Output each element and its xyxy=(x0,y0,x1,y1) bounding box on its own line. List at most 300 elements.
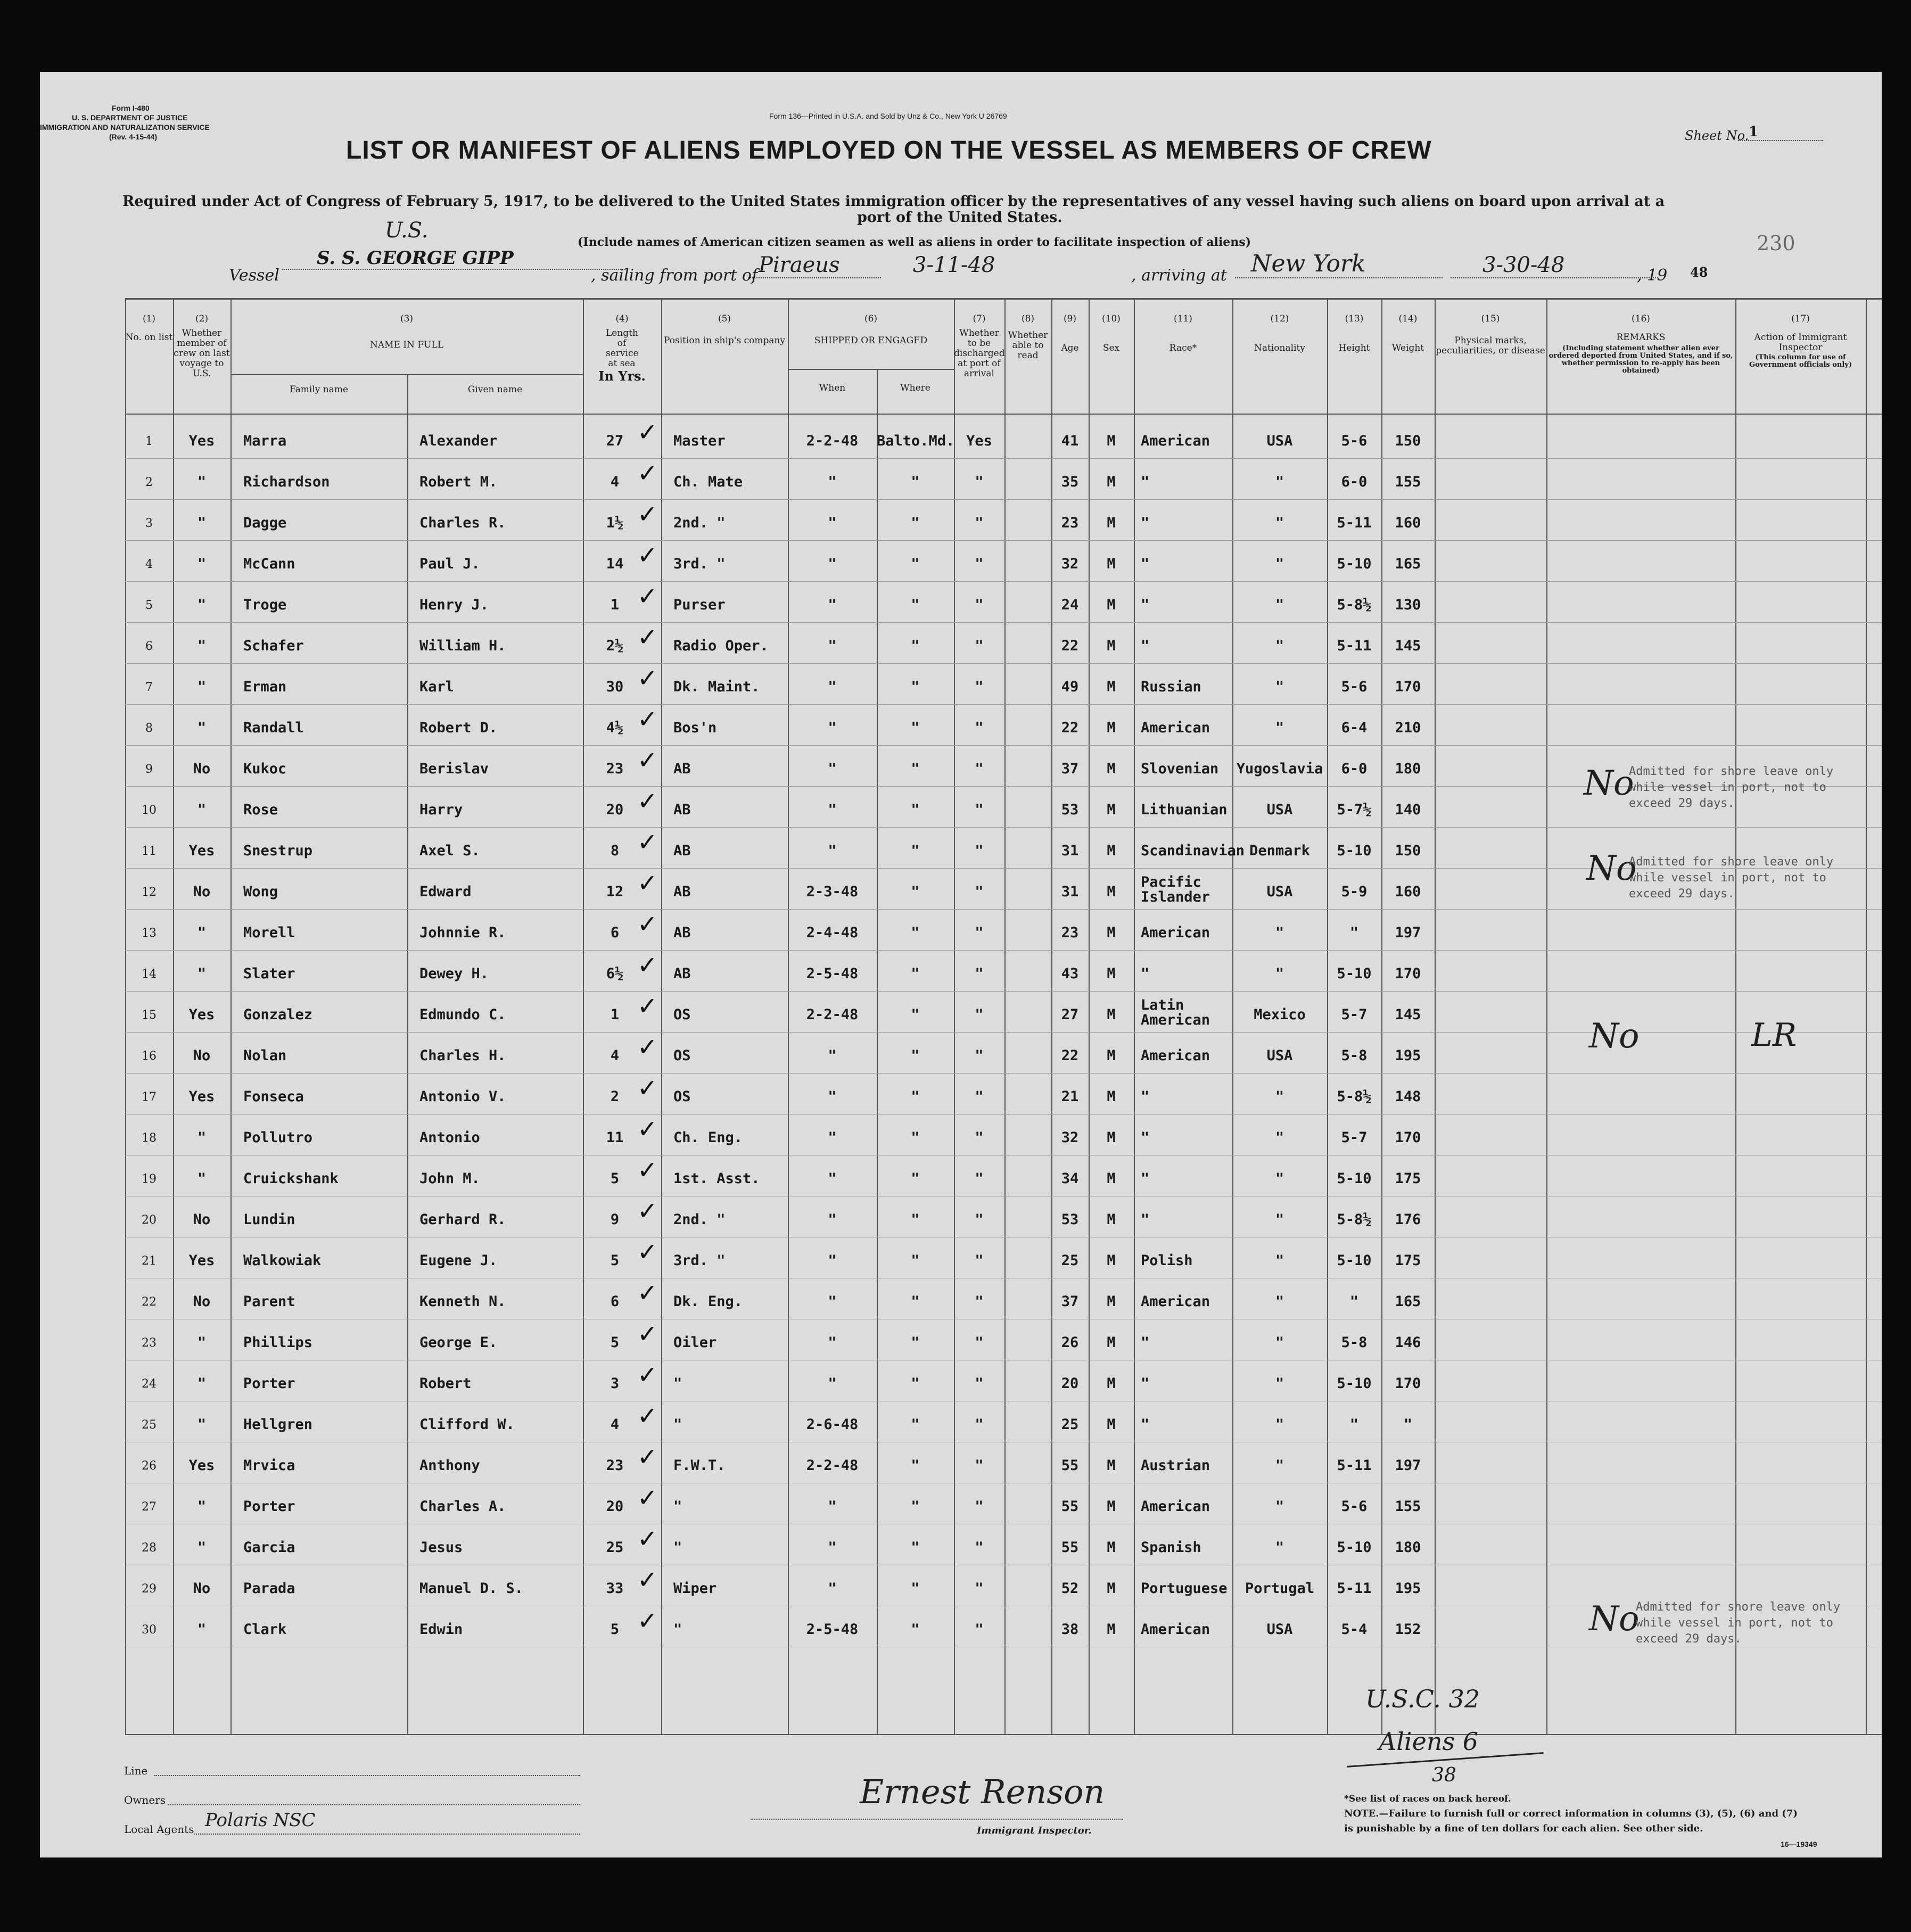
cell-when: " xyxy=(828,1129,837,1146)
cell-height: 5-8 xyxy=(1341,1334,1368,1351)
cell-no: 7 xyxy=(145,681,153,694)
cell-where: " xyxy=(911,1621,920,1638)
checkmark-icon: ✓ xyxy=(637,459,658,488)
cell-when: " xyxy=(828,556,837,572)
cell-no: 15 xyxy=(142,1009,156,1022)
cell-last-voyage: " xyxy=(197,924,207,941)
cell-service: 3 xyxy=(610,1375,620,1392)
col12-label: Nationality xyxy=(1254,343,1305,353)
cell-last-voyage: No xyxy=(193,1293,211,1310)
col16-num: (16) xyxy=(1632,313,1650,324)
cell-no: 16 xyxy=(142,1050,156,1063)
cell-family-name: Garcia xyxy=(243,1539,295,1556)
cell-when: " xyxy=(828,802,837,818)
table-row xyxy=(40,1196,1882,1237)
cell-given-name: Anthony xyxy=(419,1457,480,1474)
cell-service: 4½ xyxy=(606,720,624,736)
col6a-header: When xyxy=(819,383,846,393)
cell-family-name: Parada xyxy=(243,1580,295,1597)
cell-position: 3rd. " xyxy=(673,556,726,572)
note-races: *See list of races on back hereof. xyxy=(1344,1794,1511,1804)
cell-sex: M xyxy=(1107,1539,1116,1556)
cell-last-voyage: No xyxy=(193,884,211,900)
cell-service: 1 xyxy=(610,1006,620,1023)
col4-unit: In Yrs. xyxy=(598,368,646,384)
cell-last-voyage: " xyxy=(197,556,207,572)
cell-given-name: Robert xyxy=(419,1375,472,1392)
cell-where: " xyxy=(911,1457,920,1474)
cell-position: Oiler xyxy=(673,1334,717,1351)
cell-nationality: " xyxy=(1275,1457,1284,1474)
cell-race: " xyxy=(1141,1416,1150,1433)
checkmark-icon: ✓ xyxy=(637,1319,658,1348)
note-line2: is punishable by a fine of ten dollars for each alien. See other side. xyxy=(1344,1823,1703,1834)
cell-discharged: " xyxy=(975,843,984,859)
cell-when: " xyxy=(828,1211,837,1228)
cell-family-name: Morell xyxy=(243,924,295,941)
checkmark-icon: ✓ xyxy=(637,664,658,692)
cell-height: 5-10 xyxy=(1337,1170,1372,1187)
col8-label: Whether able to read xyxy=(1008,330,1048,361)
cell-given-name: Robert D. xyxy=(419,720,498,736)
cell-position: Ch. Mate xyxy=(673,474,743,490)
remark-9-text: Admitted for shore leave only while vessel in port, not to exceed 29 days. xyxy=(1629,765,1834,810)
cell-family-name: Pollutro xyxy=(243,1129,313,1146)
agents-label: Local Agents xyxy=(124,1823,194,1836)
cell-service: 12 xyxy=(606,884,624,900)
cell-height: 5-7 xyxy=(1341,1006,1368,1023)
table-row xyxy=(40,541,1882,582)
cell-weight: 146 xyxy=(1395,1334,1421,1351)
cell-age: 32 xyxy=(1061,556,1079,572)
cell-last-voyage: " xyxy=(197,1334,207,1351)
cell-race: Pacific Islander xyxy=(1141,874,1210,905)
cell-last-voyage: " xyxy=(197,474,207,490)
cell-family-name: Cruickshank xyxy=(243,1170,339,1187)
cell-position: " xyxy=(673,1375,682,1392)
cell-last-voyage: " xyxy=(197,1170,207,1187)
cell-family-name: Clark xyxy=(243,1621,287,1638)
cell-height: 5-6 xyxy=(1341,679,1368,695)
remark-15-mark: No xyxy=(1589,1017,1640,1056)
cell-weight: 195 xyxy=(1395,1047,1421,1064)
cell-discharged: " xyxy=(975,802,984,818)
table-row xyxy=(40,623,1882,664)
col6-header xyxy=(788,314,954,346)
cell-discharged: " xyxy=(975,1211,984,1228)
cell-no: 26 xyxy=(142,1459,156,1473)
cell-last-voyage: Yes xyxy=(188,1457,215,1474)
cell-height: 5-8 xyxy=(1341,1047,1368,1064)
cell-last-voyage: " xyxy=(197,1498,207,1515)
arrival-date: 3-30-48 xyxy=(1451,253,1658,278)
cell-family-name: Hellgren xyxy=(243,1416,313,1433)
cell-position: 1st. Asst. xyxy=(673,1170,760,1187)
checkmark-icon: ✓ xyxy=(637,951,658,979)
cell-discharged: " xyxy=(975,556,984,572)
table-row xyxy=(40,418,1882,459)
tally-aliens: Aliens 6 xyxy=(1379,1727,1478,1756)
cell-race: " xyxy=(1141,1088,1150,1105)
cell-given-name: Charles R. xyxy=(419,515,506,531)
cell-sex: M xyxy=(1107,1580,1116,1597)
year-prefix: , 19 xyxy=(1637,266,1668,285)
cell-service: 4 xyxy=(610,1047,620,1064)
remark-9-mark: No xyxy=(1584,764,1634,803)
checkmark-icon: ✓ xyxy=(637,1237,658,1266)
cell-age: 53 xyxy=(1061,1211,1079,1228)
cell-nationality: Mexico xyxy=(1254,1006,1306,1023)
cell-when: " xyxy=(828,761,837,777)
cell-where: " xyxy=(911,802,920,818)
cell-height: 5-8½ xyxy=(1337,597,1372,613)
col5-header xyxy=(661,314,788,346)
col12-num: (12) xyxy=(1270,313,1289,324)
cell-when: " xyxy=(828,720,837,736)
cell-last-voyage: " xyxy=(197,1621,207,1638)
cell-age: 38 xyxy=(1061,1621,1079,1638)
cell-position: " xyxy=(673,1621,682,1638)
cell-age: 37 xyxy=(1061,1293,1079,1310)
cell-service: 6 xyxy=(610,1293,620,1310)
cell-weight: 170 xyxy=(1395,1375,1421,1392)
year-suffix: 48 xyxy=(1690,265,1708,280)
cell-family-name: Phillips xyxy=(243,1334,313,1351)
col13-header xyxy=(1327,314,1381,353)
cell-nationality: USA xyxy=(1266,1047,1293,1064)
cell-when: 2-2-48 xyxy=(806,1457,859,1474)
cell-when: " xyxy=(828,1047,837,1064)
cell-sex: M xyxy=(1107,761,1116,777)
cell-where: " xyxy=(911,1129,920,1146)
col13-num: (13) xyxy=(1345,313,1364,324)
cell-service: 5 xyxy=(610,1170,620,1187)
cell-no: 5 xyxy=(145,599,153,612)
cell-family-name: Porter xyxy=(243,1498,295,1515)
department: U. S. DEPARTMENT OF JUSTICE xyxy=(72,113,188,122)
cell-weight: 180 xyxy=(1395,1539,1421,1556)
cell-age: 23 xyxy=(1061,515,1079,531)
col6-label: SHIPPED OR ENGAGED xyxy=(814,335,928,346)
cell-when: 2-5-48 xyxy=(806,1621,859,1638)
checkmark-icon: ✓ xyxy=(637,1278,658,1307)
cell-no: 29 xyxy=(142,1582,156,1596)
cell-age: 22 xyxy=(1061,638,1079,654)
cell-sex: M xyxy=(1107,1293,1116,1310)
checkmark-icon: ✓ xyxy=(637,623,658,651)
sailing-port: Piraeus xyxy=(748,253,881,278)
cell-sex: M xyxy=(1107,515,1116,531)
cell-age: 34 xyxy=(1061,1170,1079,1187)
checkmark-icon: ✓ xyxy=(637,910,658,938)
cell-sex: M xyxy=(1107,1088,1116,1105)
cell-given-name: John M. xyxy=(419,1170,480,1187)
cell-when: " xyxy=(828,1539,837,1556)
cell-weight: 210 xyxy=(1395,720,1421,736)
cell-no: 20 xyxy=(142,1213,156,1227)
cell-sex: M xyxy=(1107,1416,1116,1433)
cell-nationality: " xyxy=(1275,1334,1284,1351)
cell-weight: " xyxy=(1403,1416,1413,1433)
checkmark-icon: ✓ xyxy=(637,787,658,815)
cell-where: " xyxy=(911,1580,920,1597)
checkmark-icon: ✓ xyxy=(637,1606,658,1635)
col3a-header: Family name xyxy=(289,384,349,395)
cell-last-voyage: " xyxy=(197,1375,207,1392)
cell-discharged: " xyxy=(975,761,984,777)
checkmark-icon: ✓ xyxy=(637,869,658,897)
cell-race: " xyxy=(1141,1129,1150,1146)
cell-nationality: " xyxy=(1275,474,1284,490)
signature-caption: Immigrant Inspector. xyxy=(977,1825,1092,1836)
cell-race: " xyxy=(1141,515,1150,531)
remark-11-mark: No xyxy=(1586,849,1637,888)
cell-weight: 197 xyxy=(1395,1457,1421,1474)
checkmark-icon: ✓ xyxy=(637,1155,658,1184)
cell-nationality: " xyxy=(1275,679,1284,695)
cell-sex: M xyxy=(1107,802,1116,818)
cell-service: 6½ xyxy=(606,965,624,982)
cell-sex: M xyxy=(1107,679,1116,695)
cell-last-voyage: " xyxy=(197,515,207,531)
table-row xyxy=(40,1483,1882,1524)
cell-no: 19 xyxy=(142,1173,156,1186)
col1-num: (1) xyxy=(142,313,156,324)
cell-weight: 170 xyxy=(1395,679,1421,695)
stamp-number: 230 xyxy=(1757,232,1795,255)
cell-age: 43 xyxy=(1061,965,1079,982)
cell-family-name: Kukoc xyxy=(243,761,287,777)
cell-sex: M xyxy=(1107,1375,1116,1392)
subtitle-line2: port of the United States. xyxy=(857,209,1062,226)
cell-height: " xyxy=(1349,1416,1359,1433)
cell-nationality: " xyxy=(1275,965,1284,982)
cell-where: " xyxy=(911,597,920,613)
cell-family-name: Walkowiak xyxy=(243,1252,322,1269)
cell-where: " xyxy=(911,1293,920,1310)
table-row xyxy=(40,1401,1882,1442)
cell-no: 17 xyxy=(142,1091,156,1104)
cell-height: 5-11 xyxy=(1337,1580,1372,1597)
cell-service: 11 xyxy=(606,1129,624,1146)
cell-family-name: Rose xyxy=(243,802,278,818)
cell-nationality: " xyxy=(1275,924,1284,941)
cell-sex: M xyxy=(1107,1252,1116,1269)
cell-given-name: Karl xyxy=(419,679,455,695)
cell-weight: 152 xyxy=(1395,1621,1421,1638)
cell-when: 2-5-48 xyxy=(806,965,859,982)
sailing-date: 3-11-48 xyxy=(913,253,995,277)
cell-discharged: " xyxy=(975,924,984,941)
cell-given-name: William H. xyxy=(419,638,506,654)
cell-when: " xyxy=(828,1088,837,1105)
cell-when: " xyxy=(828,597,837,613)
cell-when: 2-3-48 xyxy=(806,884,859,900)
cell-where: " xyxy=(911,965,920,982)
cell-when: " xyxy=(828,474,837,490)
cell-nationality: " xyxy=(1275,1170,1284,1187)
cell-race: American xyxy=(1141,1047,1210,1064)
checkmark-icon: ✓ xyxy=(637,1483,658,1512)
checkmark-icon: ✓ xyxy=(637,1074,658,1102)
col4-label: Length of service at sea xyxy=(606,328,639,369)
cell-weight: 160 xyxy=(1395,884,1421,900)
cell-given-name: Gerhard R. xyxy=(419,1211,506,1228)
cell-last-voyage: " xyxy=(197,1539,207,1556)
cell-weight: 165 xyxy=(1395,556,1421,572)
cell-where: " xyxy=(911,924,920,941)
table-row xyxy=(40,1319,1882,1360)
cell-race: " xyxy=(1141,1375,1150,1392)
cell-service: 25 xyxy=(606,1539,624,1556)
cell-family-name: Wong xyxy=(243,884,278,900)
cell-given-name: Clifford W. xyxy=(419,1416,515,1433)
cell-nationality: " xyxy=(1275,515,1284,531)
cell-last-voyage: No xyxy=(193,1580,211,1597)
remark-11-text: Admitted for shore leave only while vessel in port, not to exceed 29 days. xyxy=(1629,855,1834,901)
tally-total: 38 xyxy=(1432,1764,1456,1786)
table-row xyxy=(40,582,1882,623)
cell-where: " xyxy=(911,638,920,654)
cell-where: " xyxy=(911,474,920,490)
cell-discharged: " xyxy=(975,1621,984,1638)
cell-nationality: " xyxy=(1275,1375,1284,1392)
cell-sex: M xyxy=(1107,965,1116,982)
cell-nationality: USA xyxy=(1266,884,1293,900)
cell-age: 55 xyxy=(1061,1539,1079,1556)
cell-discharged: " xyxy=(975,474,984,490)
cell-height: 5-8½ xyxy=(1337,1211,1372,1228)
cell-no: 6 xyxy=(145,640,153,653)
cell-service: 30 xyxy=(606,679,624,695)
col10-header xyxy=(1089,314,1134,353)
cell-last-voyage: " xyxy=(197,679,207,695)
table-row xyxy=(40,1442,1882,1483)
cell-age: 31 xyxy=(1061,884,1079,900)
col15-label: Physical marks, peculiarities, or disease xyxy=(1436,335,1545,356)
col7-num: (7) xyxy=(973,313,986,324)
col14-num: (14) xyxy=(1398,313,1418,324)
cell-given-name: Charles A. xyxy=(419,1498,506,1515)
cell-position: Bos'n xyxy=(673,720,717,736)
cell-when: " xyxy=(828,515,837,531)
table-row xyxy=(40,1524,1882,1565)
cell-age: 53 xyxy=(1061,802,1079,818)
cell-no: 1 xyxy=(145,435,153,448)
col4-num: (4) xyxy=(615,313,629,324)
cell-nationality: USA xyxy=(1266,433,1293,449)
cell-position: AB xyxy=(673,843,691,859)
cell-last-voyage: " xyxy=(197,1416,207,1433)
cell-discharged: " xyxy=(975,1580,984,1597)
cell-age: 37 xyxy=(1061,761,1079,777)
cell-when: 2-4-48 xyxy=(806,924,859,941)
cell-when: " xyxy=(828,1170,837,1187)
cell-race: American xyxy=(1141,924,1210,941)
col6-num: (6) xyxy=(864,313,878,324)
col1-header xyxy=(125,314,173,343)
cell-family-name: Richardson xyxy=(243,474,330,490)
cell-where: " xyxy=(911,1047,920,1064)
printer-line: Form 136—Printed in U.S.A. and Sold by Unz & Co., New York U 26769 xyxy=(769,112,1007,120)
cell-height: 5-10 xyxy=(1337,1252,1372,1269)
cell-weight: 175 xyxy=(1395,1252,1421,1269)
cell-nationality: " xyxy=(1275,638,1284,654)
cell-last-voyage: Yes xyxy=(188,1252,215,1269)
cell-given-name: Jesus xyxy=(419,1539,463,1556)
cell-discharged: " xyxy=(975,720,984,736)
cell-age: 27 xyxy=(1061,1006,1079,1023)
cell-no: 4 xyxy=(145,558,153,571)
cell-where: " xyxy=(911,761,920,777)
col17-num: (17) xyxy=(1791,313,1810,324)
col16-header xyxy=(1546,314,1735,375)
cell-where: " xyxy=(911,1006,920,1023)
cell-no: 25 xyxy=(142,1418,156,1432)
checkmark-icon: ✓ xyxy=(637,582,658,610)
cell-height: " xyxy=(1349,924,1359,941)
cell-service: 20 xyxy=(606,1498,624,1515)
cell-race: Lithuanian xyxy=(1141,802,1228,818)
table-row xyxy=(40,1360,1882,1401)
cell-weight: 176 xyxy=(1395,1211,1421,1228)
cell-race: American xyxy=(1141,720,1210,736)
cell-race: " xyxy=(1141,474,1150,490)
table-row xyxy=(40,705,1882,746)
cell-age: 24 xyxy=(1061,597,1079,613)
cell-service: 23 xyxy=(606,1457,624,1474)
cell-discharged: " xyxy=(975,1252,984,1269)
cell-given-name: Henry J. xyxy=(419,597,489,613)
cell-family-name: Dagge xyxy=(243,515,287,531)
cell-position: " xyxy=(673,1416,682,1433)
table-row xyxy=(40,910,1882,951)
arriving-port: New York xyxy=(1235,250,1443,278)
checkmark-icon: ✓ xyxy=(637,1442,658,1471)
cell-age: 25 xyxy=(1061,1252,1079,1269)
cell-no: 13 xyxy=(142,927,156,940)
cell-last-voyage: Yes xyxy=(188,1088,215,1105)
cell-discharged: " xyxy=(975,1129,984,1146)
cell-last-voyage: " xyxy=(197,597,207,613)
cell-sex: M xyxy=(1107,884,1116,900)
cell-age: 21 xyxy=(1061,1088,1079,1105)
cell-height: 5-10 xyxy=(1337,843,1372,859)
sheet-number: 1 xyxy=(1738,124,1823,141)
cell-sex: M xyxy=(1107,1047,1116,1064)
cell-service: 9 xyxy=(610,1211,620,1228)
table-row xyxy=(40,951,1882,992)
cell-discharged: " xyxy=(975,1088,984,1105)
col17-label: Action of Immigrant Inspector xyxy=(1754,332,1847,353)
cell-service: 14 xyxy=(606,556,624,572)
cell-sex: M xyxy=(1107,1211,1116,1228)
cell-service: 27 xyxy=(606,433,624,449)
remark-29-mark: No xyxy=(1589,1599,1640,1639)
cell-where: " xyxy=(911,1416,920,1433)
cell-family-name: Gonzalez xyxy=(243,1006,313,1023)
cell-nationality: " xyxy=(1275,556,1284,572)
cell-service: 6 xyxy=(610,924,620,941)
col10-num: (10) xyxy=(1102,313,1121,324)
cell-where: " xyxy=(911,1170,920,1187)
cell-where: " xyxy=(911,679,920,695)
checkmark-icon: ✓ xyxy=(637,828,658,856)
cell-no: 27 xyxy=(142,1500,156,1514)
cell-where: " xyxy=(911,1211,920,1228)
cell-given-name: Alexander xyxy=(419,433,498,449)
cell-service: 5 xyxy=(610,1621,620,1638)
